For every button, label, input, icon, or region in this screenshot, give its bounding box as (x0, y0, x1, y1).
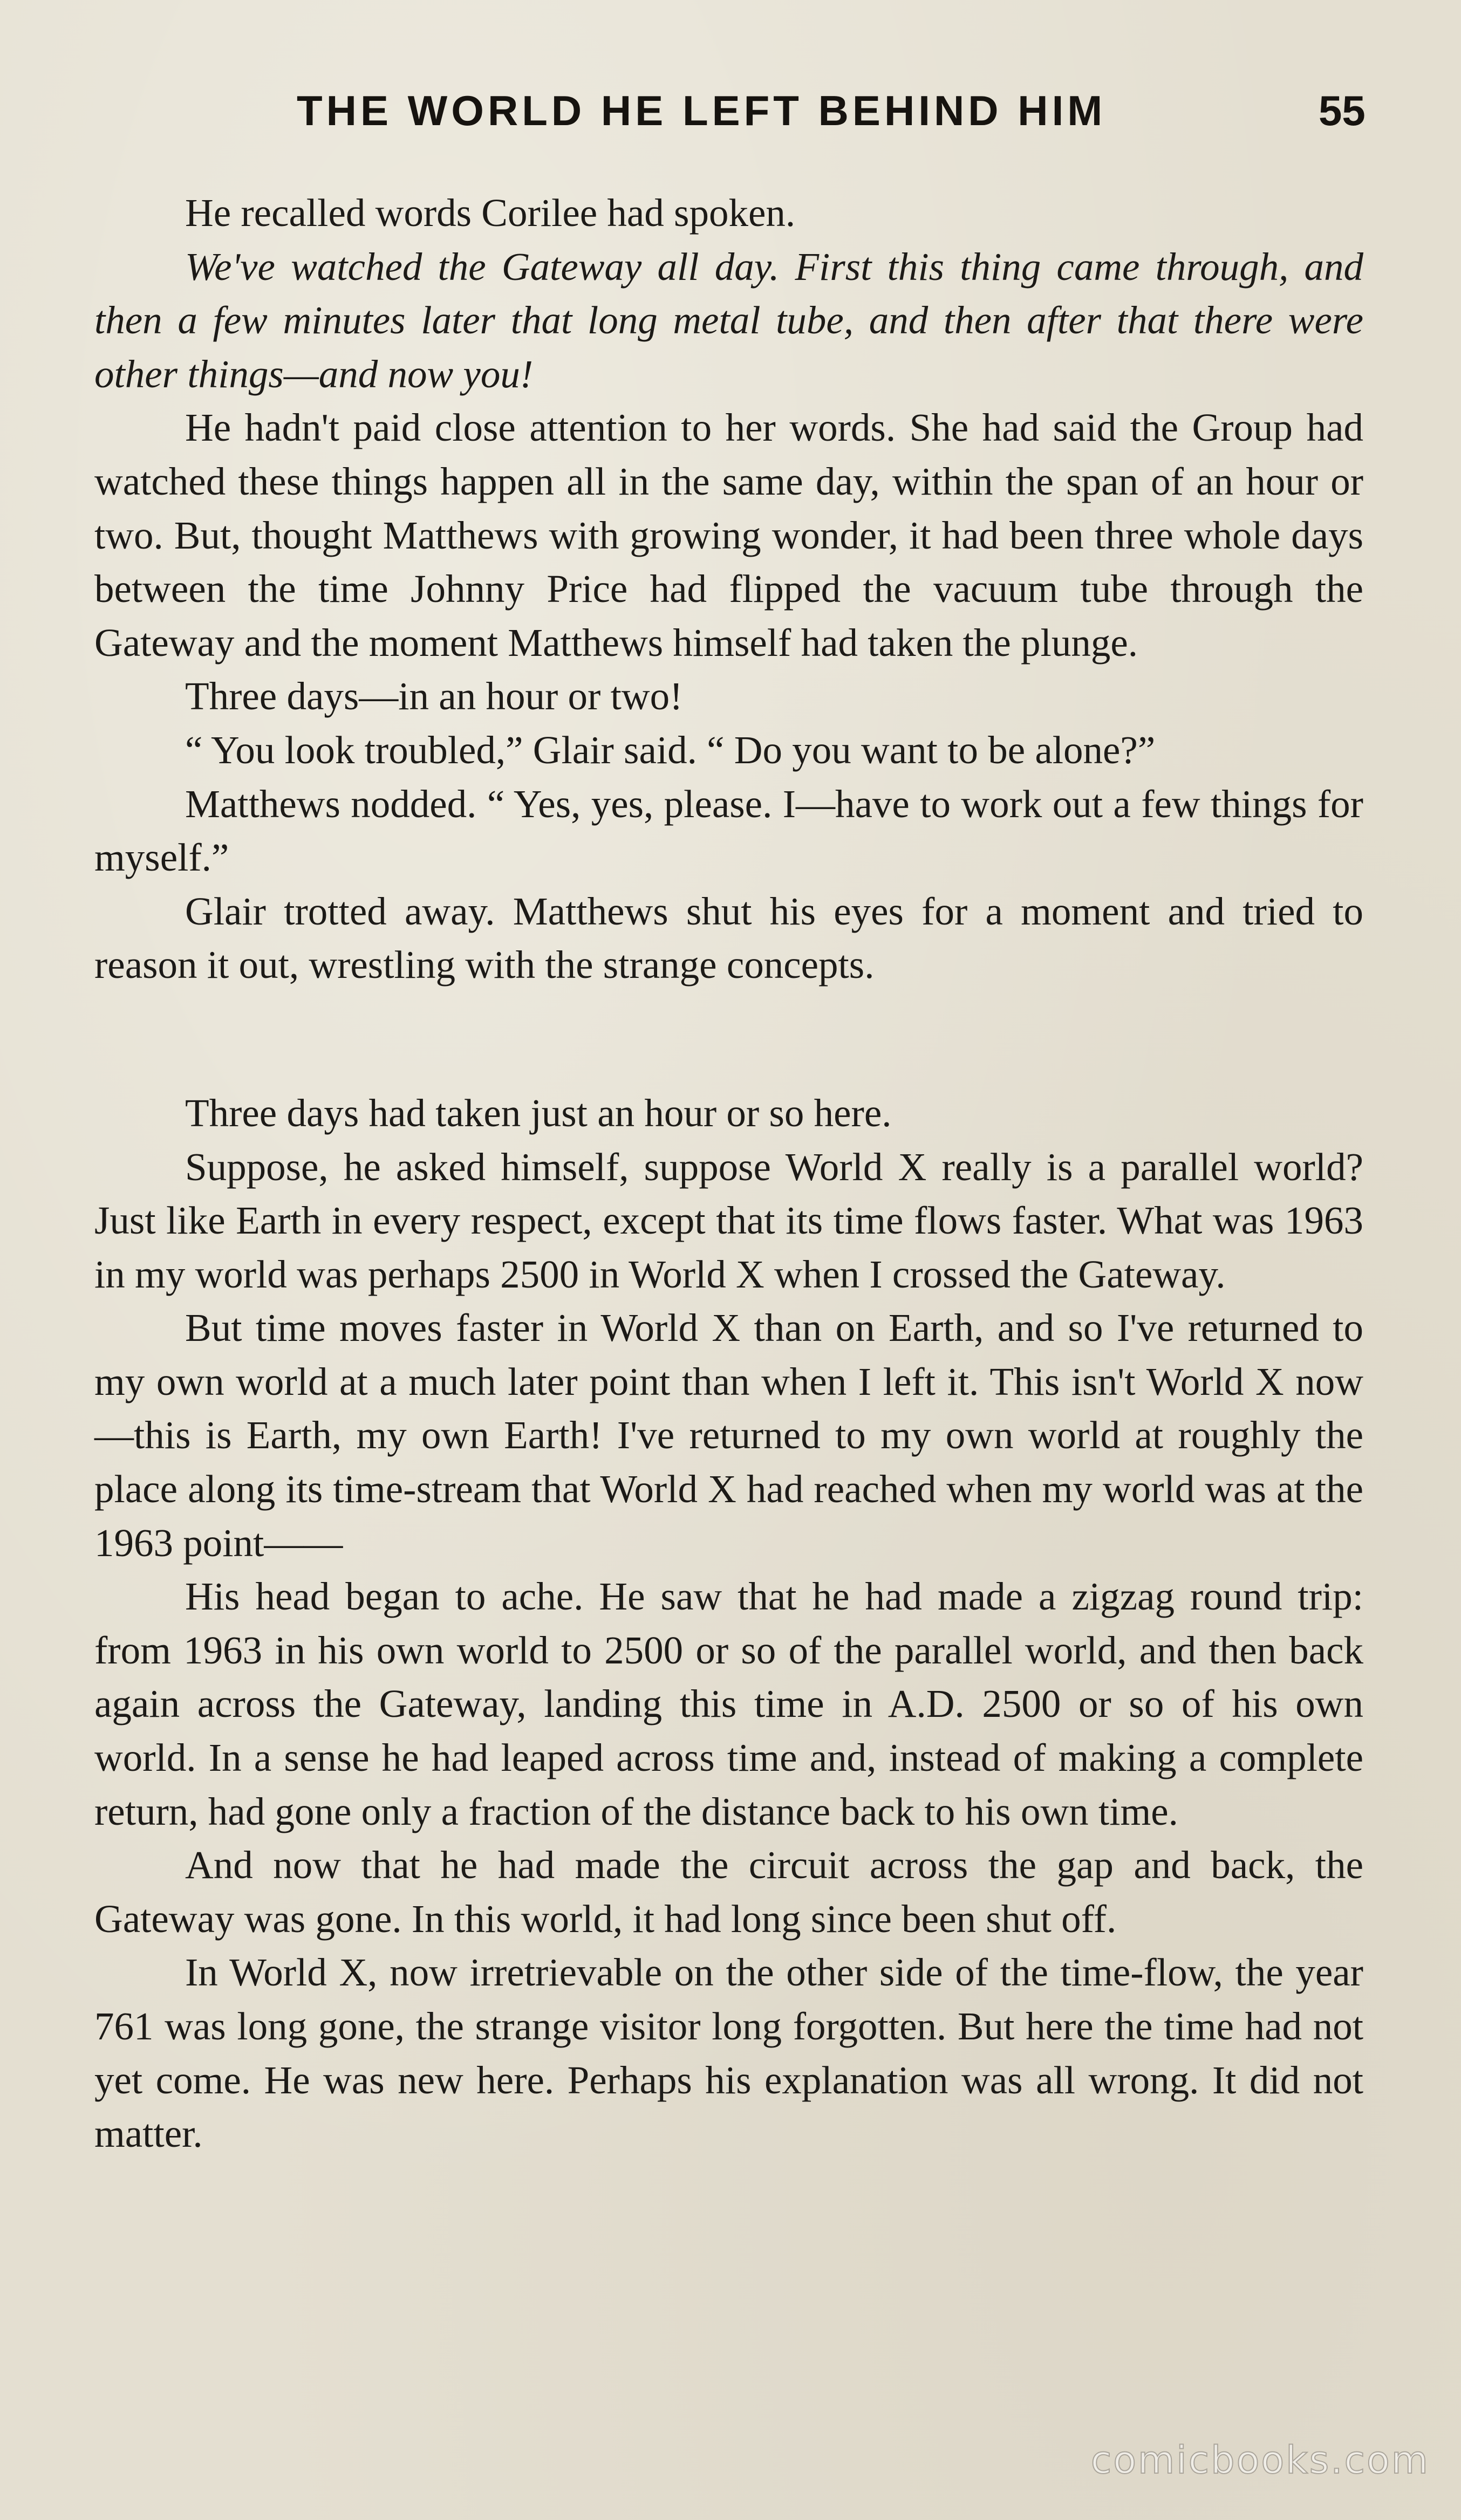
paragraph: His head began to ache. He saw that he had made a zigzag round trip: from 1963 in his own world to 2500 or so of the parallel world, and then back again across the Gateway, landing this time in A.D. 2500 or so of his own world. In a sense he had leaped across time and, instead of making a complete return, had gone only a fraction of the distance back to his own time. (94, 1574, 1363, 1833)
paragraph: He recalled words Corilee had spoken. (185, 191, 796, 235)
body-text (94, 186, 1363, 2161)
watermark: comicbooks.com (1090, 2438, 1430, 2482)
paragraph: Matthews nodded. “ Yes, yes, please. I—have to work out a few things for myself.” (94, 782, 1363, 880)
paragraph: Three days had taken just an hour or so here. (185, 1091, 892, 1135)
paragraph: “ You look troubled,” Glair said. “ Do you want to be alone?” (185, 728, 1156, 772)
running-title: THE WORLD HE LEFT BEHIND HIM (297, 87, 1107, 134)
paragraph: Three days—in an hour or two! (185, 674, 683, 718)
paragraph: And now that he had made the circuit across the gap and back, the Gateway was gone. In this world, it had long since been shut off. (94, 1843, 1363, 1941)
page-number: 55 (1319, 87, 1366, 134)
paragraph-italic-quote: We've watched the Gateway all day. First this thing came through, and then a few minutes later that long metal tube, and then after that there were other things—and now you! (94, 244, 1363, 396)
section-break (94, 992, 1363, 1086)
paragraph: In World X, now irretrievable on the other side of the time-flow, the year 761 was long gone, the strange visitor long forgotten. But here the time had not yet come. He was new here. Perhaps his explanation was all wrong. It did not matter. (94, 1950, 1363, 2156)
paragraph: But time moves faster in World X than on Earth, and so I've returned to my own world at a much later point than when I left it. This isn't World X now—this is Earth, my own Earth! I've returned to my own world at roughly the place along its time-stream that World X had reached when my world was at the 1963 point—— (94, 1306, 1363, 1565)
paragraph: Glair trotted away. Matthews shut his eyes for a moment and tried to reason it out, wrestling with the strange concepts. (94, 889, 1363, 987)
page-header (0, 81, 1461, 146)
paragraph: Suppose, he asked himself, suppose World X really is a parallel world? Just like Earth in every respect, except that its time flows faster. What was 1963 in my world was perhaps 2500 in World X when I crossed the Gateway. (94, 1145, 1363, 1296)
paragraph: He hadn't paid close attention to her words. She had said the Group had watched these things happen all in the same day, within the span of an hour or two. But, thought Matthews with growing wonder, it had been three whole days between the time Johnny Price had flipped the vacuum tube through the Gateway and the moment Matthews himself had taken the plunge. (94, 406, 1363, 665)
